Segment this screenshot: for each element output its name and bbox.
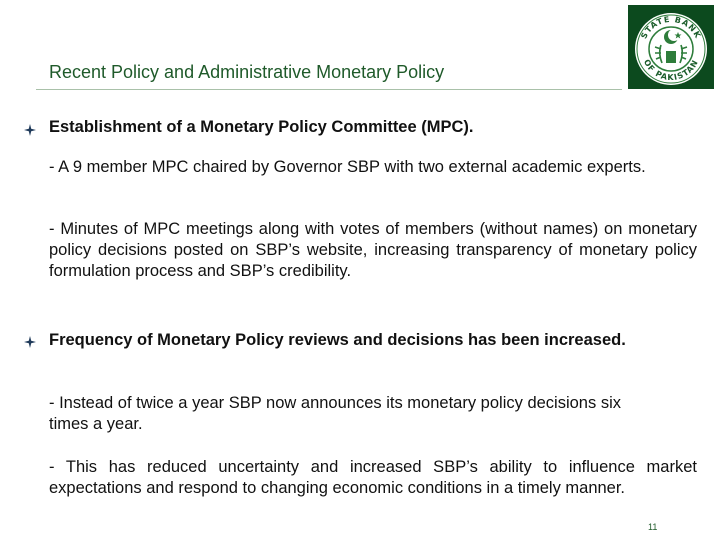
section-2-point-2: - This has reduced uncertainty and increased SBP’s ability to influence market expectations and respond to changing economic conditions in a timely manner. (49, 458, 697, 497)
section-1-heading: Establishment of a Monetary Policy Committee (MPC). (49, 118, 474, 136)
section-1-point-1: - A 9 member MPC chaired by Governor SBP with two external academic experts. (49, 158, 646, 176)
bullet-2-diamond-icon (24, 336, 36, 348)
bullet-1-diamond-icon (24, 124, 36, 136)
slide-title: Recent Policy and Administrative Monetary Policy (49, 62, 445, 82)
logo-bottom-text: OF PAKISTAN (641, 57, 701, 82)
page-number: 11 (648, 522, 658, 532)
sbp-emblem-icon (628, 5, 714, 89)
title-divider (36, 89, 622, 90)
section-1-point-2: - Minutes of MPC meetings along with votes of members (without names) on monetary policy decisions posted on SBP’s website, increasing transparency of monetary policy formulation process and SBP’s credibility. (49, 220, 697, 280)
sbp-logo (628, 5, 714, 89)
section-2-heading: Frequency of Monetary Policy reviews and decisions has been increased. (49, 331, 626, 349)
section-2-point-1: - Instead of twice a year SBP now announces its monetary policy decisions six times a year. (49, 394, 621, 433)
logo-top-text: STATE BANK (639, 14, 703, 41)
